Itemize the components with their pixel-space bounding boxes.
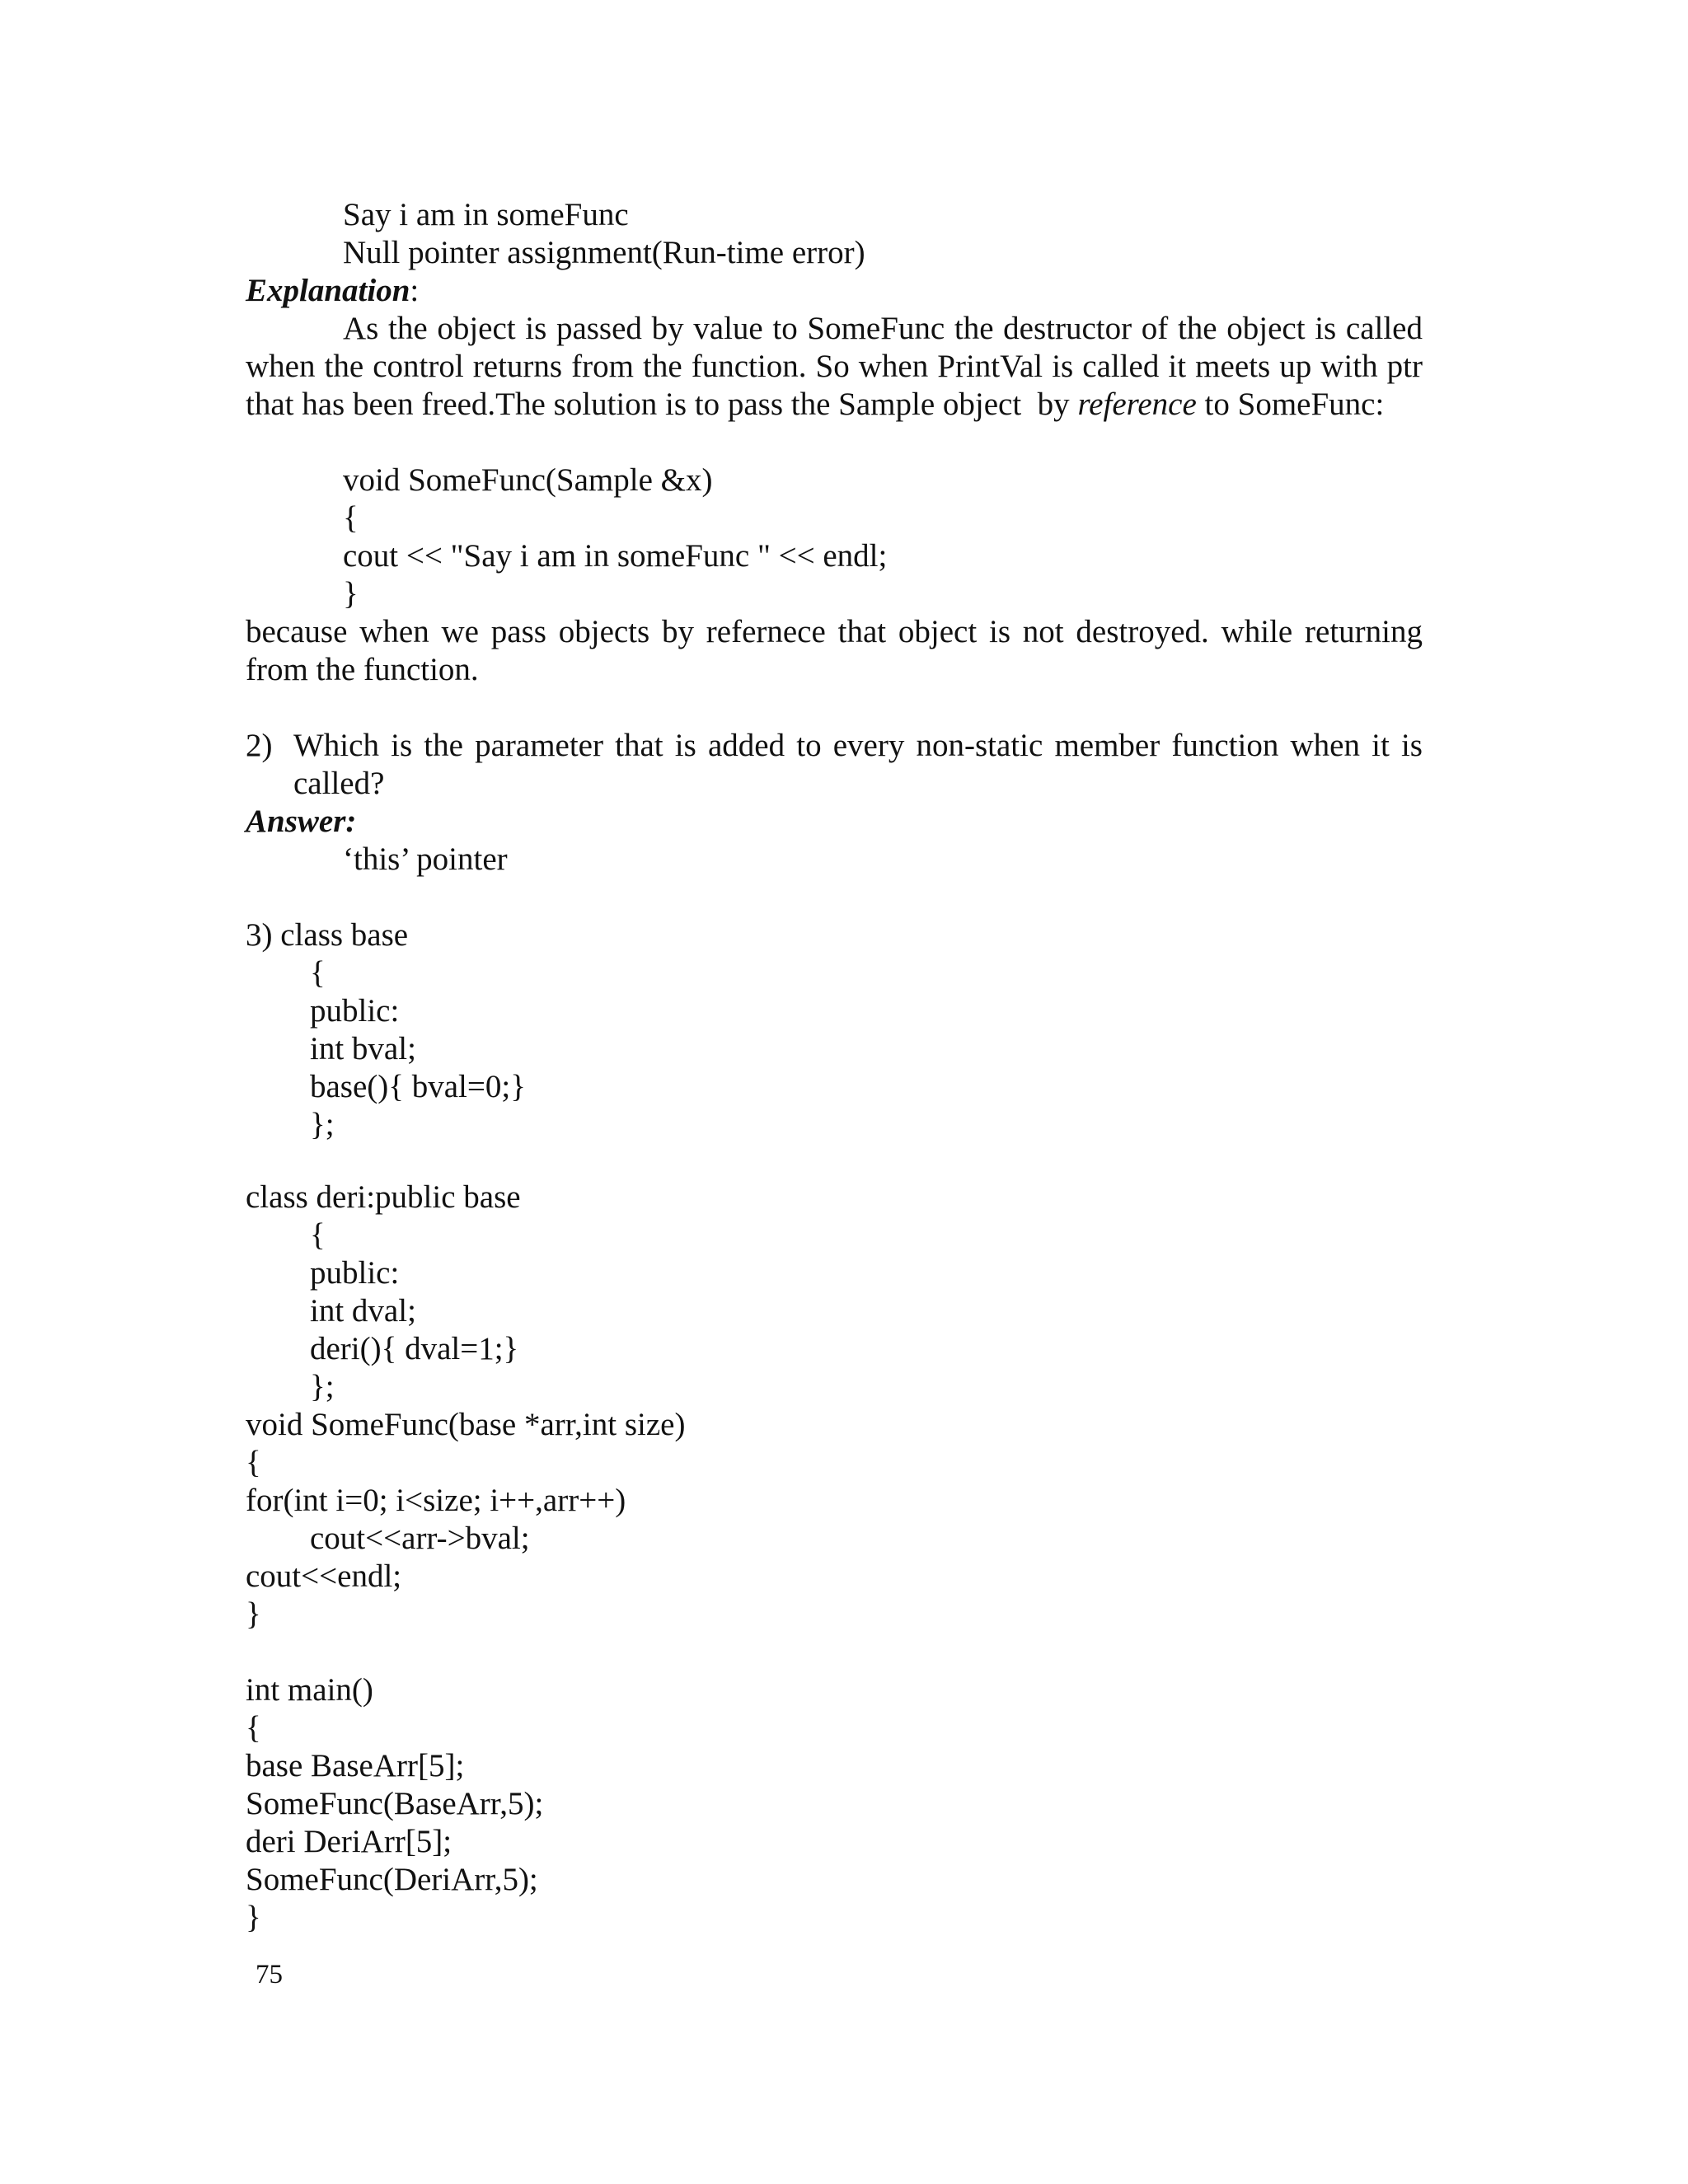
explanation-line-3-b: to SomeFunc:: [1196, 387, 1385, 422]
code-line: cout<<endl;: [246, 1558, 402, 1594]
output-line-1: Say i am in someFunc: [343, 197, 629, 232]
answer-text: ‘this’ pointer: [343, 841, 508, 877]
code-line: for(int i=0; i<size; i++,arr++): [246, 1483, 626, 1518]
output-line-2: Null pointer assignment(Run-time error): [343, 235, 865, 270]
code-line: deri(){ dval=1;}: [310, 1331, 519, 1366]
q2-number: 2): [246, 728, 273, 763]
explanation-line-2: when the control returns from the function. So when PrintVal is called it meets up with ptr: [246, 349, 1423, 384]
code-line: SomeFunc(BaseArr,5);: [246, 1786, 544, 1821]
fix-code-line: {: [343, 500, 359, 536]
code-line: }: [246, 1596, 261, 1632]
code-line: void SomeFunc(base *arr,int size): [246, 1407, 686, 1442]
code-line: base(){ bval=0;}: [310, 1069, 526, 1104]
code-line: deri DeriArr[5];: [246, 1824, 452, 1859]
q3-header: 3) class base: [246, 917, 409, 953]
code-line: int dval;: [310, 1293, 416, 1329]
q2-line-1: Which is the parameter that is added to every non-static member function when it is: [293, 728, 1423, 763]
code-line: base BaseArr[5];: [246, 1748, 465, 1783]
explanation-line-1: As the object is passed by value to SomeFunc the destructor of the object is called: [343, 311, 1423, 346]
code-line: int bval;: [310, 1031, 416, 1066]
explanation-line-3-a: that has been freed.The solution is to pass the Sample object by: [246, 387, 1078, 422]
code-line: class deri:public base: [246, 1179, 521, 1215]
because-line-2: from the function.: [246, 652, 479, 687]
answer-label: Answer:: [246, 804, 357, 839]
code-line: public:: [310, 1255, 400, 1291]
because-line-1: because when we pass objects by refernece that object is not destroyed. while returning: [246, 614, 1423, 649]
code-line: };: [310, 1107, 335, 1142]
explanation-line-3: [246, 386, 1384, 424]
page-number: 75: [256, 1960, 283, 1990]
code-line: {: [246, 1710, 261, 1746]
code-line: SomeFunc(DeriArr,5);: [246, 1862, 538, 1897]
code-line: cout<<arr->bval;: [310, 1521, 530, 1556]
code-line: {: [246, 1445, 261, 1480]
code-line: int main(): [246, 1672, 373, 1708]
code-line: public:: [310, 993, 400, 1029]
explanation-heading: [246, 272, 419, 310]
code-line: {: [310, 1217, 326, 1253]
code-line: {: [310, 955, 326, 991]
explanation-colon: :: [410, 273, 420, 308]
q2-line-2: called?: [293, 766, 385, 801]
code-line: }: [246, 1900, 261, 1935]
fix-code-line: cout << "Say i am in someFunc " << endl;: [343, 538, 888, 574]
code-line: };: [310, 1369, 335, 1404]
explanation-emphasis: reference: [1077, 387, 1197, 422]
fix-code-line: }: [343, 576, 359, 612]
fix-code-line: void SomeFunc(Sample &x): [343, 462, 713, 498]
explanation-label: Explanation: [246, 273, 410, 308]
